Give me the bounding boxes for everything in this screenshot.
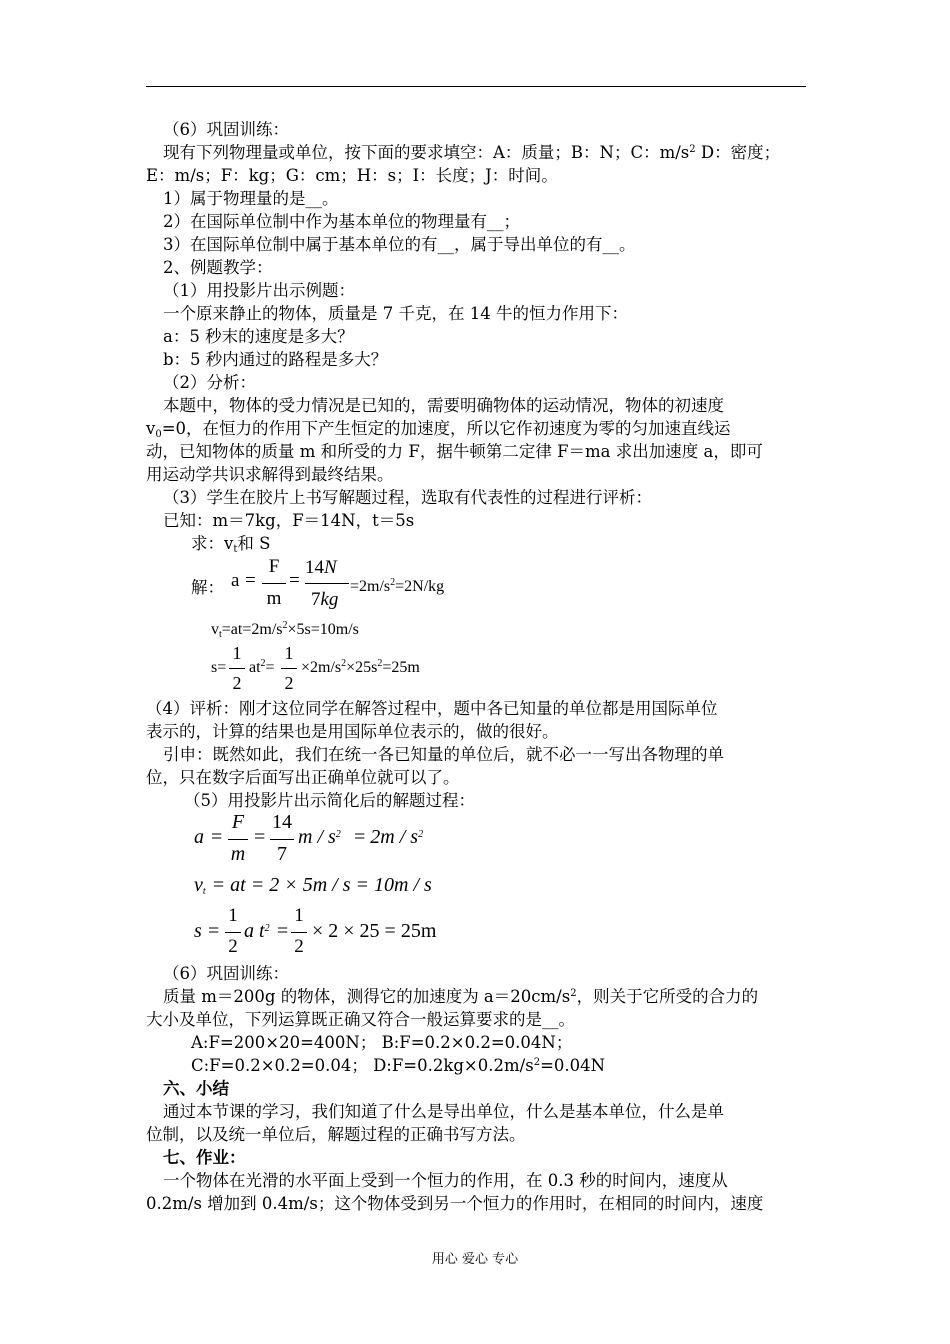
- eq3-at: $at^2=$: [249, 658, 275, 676]
- s3-rest: × 2 × 25 = 25m: [312, 920, 437, 942]
- eq1-bar1: [262, 583, 286, 584]
- s1-m: m: [230, 843, 246, 865]
- s3-den2: 2: [294, 936, 304, 957]
- eq1-a: a: [231, 570, 240, 591]
- s3-num2: 1: [294, 905, 304, 926]
- eq3-den2: 2: [284, 673, 294, 693]
- eq3-den1: 2: [232, 673, 242, 693]
- question-1: 1）属于物理量的是__。: [163, 189, 339, 208]
- section-example: 2、例题教学：: [163, 258, 273, 277]
- eq1-eq2: =: [289, 570, 300, 591]
- exercise-heading: （6）巩固训练：: [163, 120, 289, 139]
- eq1-den: 7kg: [311, 589, 339, 610]
- analysis-p4: 用运动学共识求解得到最终结果。: [146, 465, 394, 484]
- s3-s: s =: [194, 920, 221, 942]
- eq3-num1: 1: [232, 643, 242, 663]
- s2: $v_t$ = at = 2 × 5m / s = 10m / s: [194, 874, 432, 897]
- eq3-bar1: [229, 668, 245, 669]
- eq1-den-m: m: [266, 588, 282, 609]
- homework-p1: 一个物体在光滑的水平面上受到一个恒力的作用，在 0.3 秒的时间内，速度从: [163, 1171, 728, 1190]
- s1-bar1: [228, 839, 248, 840]
- question-2: 2）在国际单位制中作为基本单位的物理量有__；: [163, 212, 520, 231]
- eq3-tail: $\times 2m/s^2\times 25s^2=25m$: [301, 658, 420, 676]
- exercise-options: E：m/s；F：kg；G：cm；H：s；I：长度；J：时间。: [146, 166, 558, 185]
- s3-den1: 2: [228, 936, 238, 957]
- example-text: 一个原来静止的物体，质量是 7 千克，在 14 牛的恒力作用下：: [163, 304, 628, 323]
- summary-heading: 六、小结: [163, 1079, 229, 1098]
- review-p2: 表示的，计算的结果也是用国际单位表示的，做的很好。: [146, 722, 559, 741]
- find-line: 求：$v_t$和 S: [191, 534, 271, 555]
- simplified-heading: （5）用投影片出示简化后的解题过程：: [184, 791, 475, 810]
- eq1-num-F: F: [268, 556, 280, 577]
- eq3-s: s=: [211, 659, 227, 676]
- eq2: $v_t=at=2m/s^2\times 5s=10m/s$: [211, 620, 359, 640]
- choices-cd: C:F=0.2×0.2=0.04； $D:F=0.2kg\times 0.2m/s^2=0.04N$: [191, 1056, 606, 1075]
- review-p1: （4）评析：刚才这位同学在解答过程中，题中各已知量的单位都是用国际单位: [146, 699, 718, 718]
- s1-bar2: [270, 839, 294, 840]
- analysis-p3: 动，已知物体的质量 m 和所受的力 F，据牛顿第二定律 F＝ma 求出加速度 a，即可: [146, 442, 763, 461]
- s1-14: 14: [272, 811, 292, 833]
- student-heading: （3）学生在胶片上书写解题过程，选取有代表性的过程进行评析：: [163, 488, 652, 507]
- extension-p2: 位，只在数字后面写出正确单位就可以了。: [146, 768, 460, 787]
- practice-p2: 大小及单位，下列运算既正确又符合一般运算要求的是__。: [146, 1010, 575, 1029]
- header-rule: [146, 86, 806, 87]
- s1-eq: =: [211, 826, 223, 848]
- s1-F: F: [231, 811, 245, 833]
- page-footer: 用心 爱心 专心: [431, 1252, 519, 1267]
- s3-at: a $t^2$ =: [244, 920, 290, 942]
- given-line: 已知：m＝7kg，F＝14N，t＝5s: [163, 511, 415, 530]
- eq3-num2: 1: [284, 643, 294, 663]
- s1-eq2: =: [254, 826, 266, 848]
- s3-bar2: [291, 932, 307, 933]
- analysis-p1: 本题中，物体的受力情况是已知的，需要明确物体的运动情况，物体的初速度: [163, 396, 724, 415]
- practice-p1: 质量 m＝200g 的物体，测得它的加速度为 $a=20cm/s^2$，则关于它所受的合力的: [163, 987, 759, 1006]
- eq3-bar2: [281, 668, 297, 669]
- analysis-p2: $v_0=0$，在恒力的作用下产生恒定的加速度，所以它作初速度为零的匀加速直线运: [146, 419, 731, 440]
- example-question-a: a：5 秒末的速度是多大？: [163, 327, 354, 346]
- example-question-b: b：5 秒内通过的路程是多大？: [163, 350, 388, 369]
- eq1-eq1: =: [245, 570, 256, 591]
- s1-a: a: [194, 826, 204, 848]
- summary-p1: 通过本节课的学习，我们知道了什么是导出单位，什么是基本单位，什么是单: [163, 1102, 724, 1121]
- analysis-heading: （2）分析：: [163, 373, 256, 392]
- eq1-result: $=2m/s^2=2N/kg$: [350, 577, 445, 595]
- solve-label: 解：: [191, 578, 224, 597]
- extension-p1: 引申：既然如此，我们在统一各已知量的单位后，就不必一一写出各物理的单: [163, 745, 724, 764]
- practice-heading: （6）巩固训练：: [163, 964, 289, 983]
- summary-p2: 位制，以及统一单位后，解题过程的正确书写方法。: [146, 1125, 526, 1144]
- s1-unit: $m / s^2 = 2m / s^2$: [298, 826, 424, 848]
- eq1-bar2: [305, 583, 349, 584]
- homework-heading: 七、作业：: [163, 1148, 246, 1167]
- choices-ab: A:F=200×20=400N； B:F=0.2×0.2=0.04N；: [191, 1033, 573, 1052]
- s3-num1: 1: [228, 905, 238, 926]
- s1-7: 7: [277, 843, 287, 865]
- eq1-num: 14N: [305, 557, 337, 578]
- exercise-intro: 现有下列物理量或单位，按下面的要求填空：A：质量；B：N；C：$m/s^2$ D：密度；: [163, 143, 781, 162]
- question-3: 3）在国际单位制中属于基本单位的有__，属于导出单位的有__。: [163, 235, 636, 254]
- s3-bar1: [225, 932, 241, 933]
- homework-p2: 0.2m/s 增加到 0.4m/s；这个物体受到另一个恒力的作用时，在相同的时间内，速度: [146, 1194, 764, 1213]
- example-heading: （1）用投影片出示例题：: [163, 281, 355, 300]
